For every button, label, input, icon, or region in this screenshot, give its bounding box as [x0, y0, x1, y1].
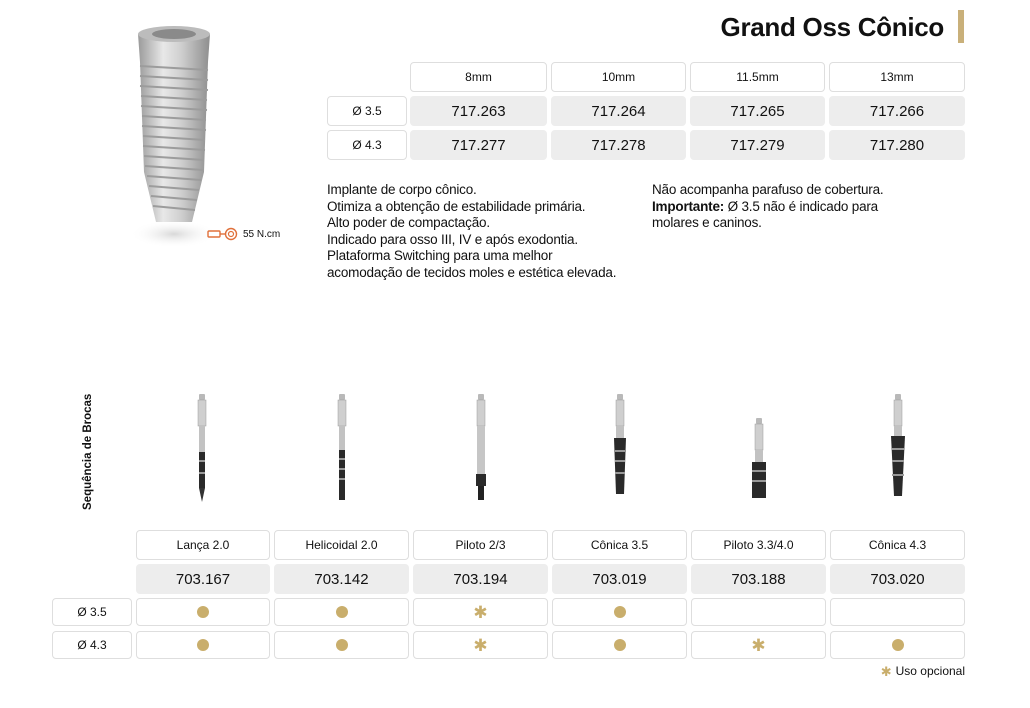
- drill-helicoidal-image: [334, 394, 350, 502]
- description-line: Implante de corpo cônico.: [327, 182, 477, 197]
- usage-cell: [830, 631, 965, 659]
- diameter-label: Ø 3.5: [52, 598, 132, 626]
- description-line: Plataforma Switching para uma melhor: [327, 248, 553, 263]
- optional-asterisk-icon: ✱: [473, 635, 488, 655]
- drill-name: Lança 2.0: [136, 530, 270, 560]
- drill-code: 703.188: [691, 564, 826, 594]
- recommended-dot-icon: [614, 606, 626, 618]
- implant-code: 717.279: [690, 130, 825, 160]
- description-line: Indicado para osso III, IV e após exodontia.: [327, 231, 578, 247]
- drill-name: Piloto 3.3/4.0: [691, 530, 826, 560]
- usage-cell: [413, 598, 548, 626]
- drill-name: Helicoidal 2.0: [274, 530, 409, 560]
- drill-name: Cônica 3.5: [552, 530, 687, 560]
- title-accent-bar: [958, 10, 964, 43]
- recommended-dot-icon: [336, 639, 348, 651]
- page-title: Grand Oss Cônico: [720, 12, 944, 42]
- drill-piloto-image: [472, 394, 490, 504]
- description-line: Não acompanha parafuso de cobertura.: [652, 182, 884, 197]
- implant-code: 717.264: [551, 96, 686, 126]
- description-line: molares e caninos.: [652, 215, 762, 230]
- recommended-dot-icon: [614, 639, 626, 651]
- usage-cell: [274, 598, 409, 626]
- usage-cell: [552, 631, 687, 659]
- description-line: Otimiza a obtenção de estabilidade primária.: [327, 198, 586, 214]
- optional-asterisk-icon: ✱: [751, 635, 766, 655]
- drill-piloto334-image: [749, 418, 769, 504]
- torque-info: [207, 227, 280, 241]
- drill-name: Piloto 2/3: [413, 530, 548, 560]
- diameter-label: Ø 4.3: [52, 631, 132, 659]
- torque-value: 55 N.cm: [243, 228, 281, 240]
- description-right: [652, 182, 883, 232]
- usage-cell: [691, 631, 826, 659]
- length-header: 11.5mm: [690, 62, 825, 92]
- recommended-dot-icon: [197, 639, 209, 651]
- asterisk-icon: ✱: [880, 663, 892, 679]
- recommended-dot-icon: [336, 606, 348, 618]
- diameter-label: Ø 3.5: [327, 96, 407, 126]
- description-line: [652, 199, 883, 216]
- recommended-dot-icon: [892, 639, 904, 651]
- usage-cell: [830, 598, 965, 626]
- length-header: 13mm: [829, 62, 965, 92]
- usage-cell: [274, 631, 409, 659]
- optional-asterisk-icon: ✱: [473, 602, 488, 622]
- drill-conica43-image: [888, 394, 908, 502]
- usage-cell: [413, 631, 548, 659]
- drill-lanca-image: [194, 394, 210, 504]
- diameter-label: Ø 4.3: [327, 130, 407, 160]
- drill-code: 703.167: [136, 564, 270, 594]
- implant-code: 717.266: [829, 96, 965, 126]
- drill-name: Cônica 4.3: [830, 530, 965, 560]
- implant-code: 717.263: [410, 96, 547, 126]
- drill-code: 703.142: [274, 564, 409, 594]
- torque-wrench-icon: [207, 227, 239, 241]
- length-header: 8mm: [410, 62, 547, 92]
- implant-code: 717.277: [410, 130, 547, 160]
- important-text: Ø 3.5 não é indicado para: [724, 198, 878, 214]
- drill-conica35-image: [611, 394, 629, 502]
- drill-sequence-label: Sequência de Brocas: [82, 393, 94, 510]
- description-line: Alto poder de compactação.: [327, 215, 490, 230]
- implant-code: 717.265: [690, 96, 825, 126]
- usage-cell: [691, 598, 826, 626]
- implant-code: 717.280: [829, 130, 965, 160]
- implant-image: [128, 22, 220, 252]
- legend: [881, 664, 965, 678]
- legend-label: Uso opcional: [895, 664, 965, 678]
- implant-code: 717.278: [551, 130, 686, 160]
- description-left: [327, 182, 616, 281]
- length-header: 10mm: [551, 62, 686, 92]
- description-line: acomodação de tecidos moles e estética elevada.: [327, 264, 617, 280]
- usage-cell: [136, 631, 270, 659]
- usage-cell: [552, 598, 687, 626]
- important-label: Importante:: [652, 198, 725, 214]
- drill-code: 703.194: [413, 564, 548, 594]
- recommended-dot-icon: [197, 606, 209, 618]
- usage-cell: [136, 598, 270, 626]
- drill-code: 703.019: [552, 564, 687, 594]
- drill-code: 703.020: [830, 564, 965, 594]
